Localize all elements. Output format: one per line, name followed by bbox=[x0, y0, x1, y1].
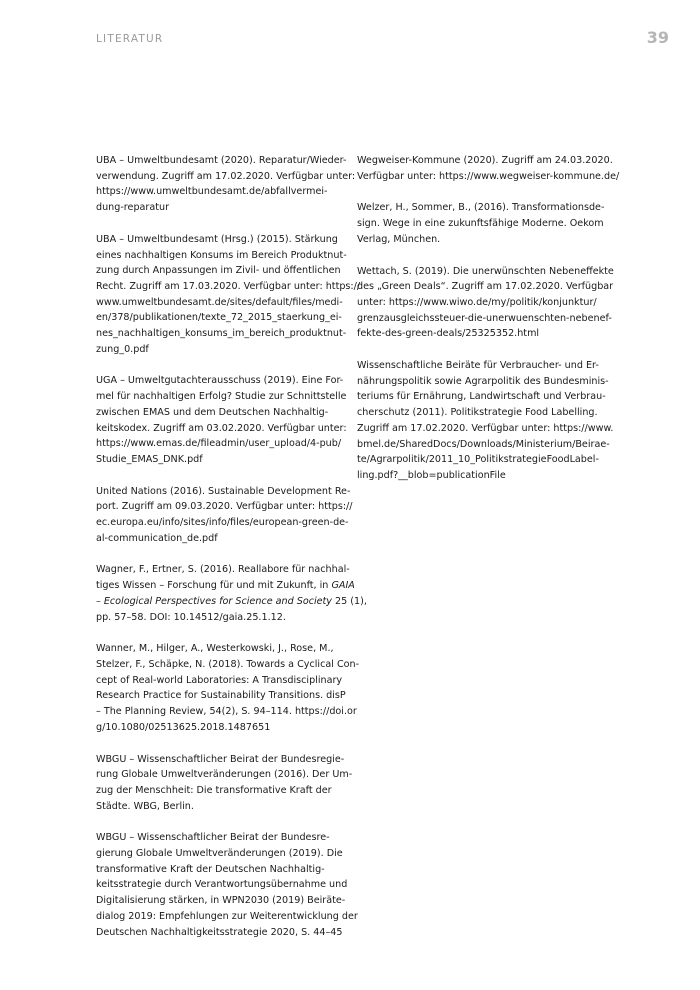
reference-line: transformative Kraft der Deutschen Nachhaltig- bbox=[96, 863, 325, 875]
reference-entry bbox=[96, 484, 353, 547]
reference-line: zug der Menschheit: Die transformative Kraft der bbox=[96, 784, 332, 796]
reference-line: ec.europa.eu/info/sites/info/files/european-green-de- bbox=[96, 517, 349, 529]
reference-line bbox=[96, 594, 367, 610]
reference-line: www.umweltbundesamt.de/sites/default/files/medi- bbox=[96, 296, 343, 308]
reference-line: Zugriff am 17.02.2020. Verfügbar unter: https://www. bbox=[357, 422, 614, 434]
reference-line: Welzer, H., Sommer, B., (2016). Transformationsde- bbox=[357, 202, 605, 214]
reference-line: teriums für Ernährung, Landwirtschaft und Verbrau- bbox=[357, 391, 606, 403]
reference-line: port. Zugriff am 09.03.2020. Verfügbar unter: https:// bbox=[96, 501, 353, 513]
reference-line: Recht. Zugriff am 17.03.2020. Verfügbar unter: https:// bbox=[96, 280, 361, 292]
reference-line: nes_nachhaltigen_konsums_im_bereich_produktnut- bbox=[96, 328, 347, 340]
reference-line: Stelzer, F., Schäpke, N. (2018). Towards a Cyclical Con- bbox=[96, 658, 360, 670]
reference-line: – The Planning Review, 54(2), S. 94–114. https://doi.or bbox=[96, 706, 357, 718]
reference-line: dialog 2019: Empfehlungen zur Weiterentwicklung der bbox=[96, 910, 358, 922]
reference-line: cept of Real-world Laboratories: A Transdisciplinary bbox=[96, 674, 343, 686]
reference-line: pp. 57–58. DOI: 10.14512/gaia.25.1.12. bbox=[96, 611, 286, 623]
reference-entry bbox=[96, 153, 356, 216]
reference-line: Wettach, S. (2019). Die unerwünschten Nebeneffekte bbox=[357, 265, 614, 277]
reference-line: https://www.umweltbundesamt.de/abfallvermei- bbox=[96, 186, 328, 198]
reference-line: keitsstrategie durch Verantwortungsübernahme und bbox=[96, 879, 348, 891]
reference-line: Wanner, M., Hilger, A., Westerkowski, J., Rose, M., bbox=[96, 643, 334, 655]
reference-line: dung-reparatur bbox=[96, 202, 170, 214]
reference-line: WBGU – Wissenschaftlicher Beirat der Bundesregie- bbox=[96, 753, 345, 765]
reference-line: zung_0.pdf bbox=[96, 343, 149, 355]
reference-entry bbox=[96, 373, 346, 467]
journal-subtitle-italic: – Ecological Perspectives for Science and Society bbox=[96, 595, 332, 607]
reference-line: en/378/publikationen/texte_72_2015_staerkung_ei- bbox=[96, 312, 342, 324]
reference-entry bbox=[96, 232, 361, 358]
reference-entry bbox=[96, 562, 367, 625]
references-column-right bbox=[357, 153, 620, 500]
reference-line: bmel.de/SharedDocs/Downloads/Ministerium/Beirae- bbox=[357, 438, 610, 450]
reference-line: UBA – Umweltbundesamt (Hrsg.) (2015). Stärkung bbox=[96, 233, 338, 245]
reference-entry bbox=[357, 358, 614, 484]
reference-line: cherschutz (2011). Politikstrategie Food Labelling. bbox=[357, 407, 598, 419]
reference-line: Studie_EMAS_DNK.pdf bbox=[96, 453, 203, 465]
reference-line: al-communication_de.pdf bbox=[96, 532, 218, 544]
reference-entry bbox=[96, 641, 360, 735]
reference-line: ling.pdf?__blob=publicationFile bbox=[357, 469, 506, 481]
running-header: LITERATUR bbox=[96, 33, 164, 45]
reference-line: UBA – Umweltbundesamt (2020). Reparatur/Wieder- bbox=[96, 155, 347, 166]
reference-line: Verlag, München. bbox=[357, 233, 441, 245]
reference-line: United Nations (2016). Sustainable Development Re- bbox=[96, 485, 351, 497]
reference-line: Wegweiser-Kommune (2020). Zugriff am 24.03.2020. bbox=[357, 155, 613, 166]
reference-line: https://www.emas.de/fileadmin/user_upload/4-pub/ bbox=[96, 438, 342, 450]
reference-line: unter: https://www.wiwo.de/my/politik/konjunktur/ bbox=[357, 296, 597, 308]
reference-line: Research Practice for Sustainability Transitions. disP bbox=[96, 690, 346, 702]
reference-line: eines nachhaltigen Konsums im Bereich Produktnut- bbox=[96, 249, 347, 261]
reference-line: sign. Wege in eine zukunftsfähige Moderne. Oekom bbox=[357, 218, 604, 230]
reference-text: tiges Wissen – Forschung für und mit Zukunft, in bbox=[96, 580, 332, 592]
reference-line: UGA – Umweltgutachterausschuss (2019). Eine For- bbox=[96, 375, 344, 387]
reference-line: Digitalisierung stärken, in WPN2030 (2019) Beiräte- bbox=[96, 895, 346, 907]
reference-line: gierung Globale Umweltveränderungen (2019). Die bbox=[96, 848, 343, 860]
reference-line: Wissenschaftliche Beiräte für Verbraucher- und Er- bbox=[357, 360, 599, 372]
reference-line: rung Globale Umweltveränderungen (2016). Der Um- bbox=[96, 769, 353, 781]
reference-line: zwischen EMAS und dem Deutschen Nachhaltig- bbox=[96, 406, 329, 418]
reference-line: te/Agrarpolitik/2011_10_PolitikstrategieFoodLabel- bbox=[357, 454, 599, 466]
reference-line: verwendung. Zugriff am 17.02.2020. Verfügbar unter: bbox=[96, 170, 356, 182]
reference-line: grenzausgleichssteuer-die-unerwuenschten-nebenef- bbox=[357, 312, 612, 324]
reference-entry bbox=[357, 264, 614, 343]
reference-line: Wagner, F., Ertner, S. (2016). Reallabore für nachhal- bbox=[96, 564, 350, 576]
reference-line: Verfügbar unter: https://www.wegweiser-kommune.de/ bbox=[357, 170, 620, 182]
reference-line: nährungspolitik sowie Agrarpolitik des Bundesminis- bbox=[357, 375, 609, 387]
reference-entry bbox=[96, 752, 353, 815]
reference-entry bbox=[357, 153, 620, 184]
reference-line bbox=[96, 578, 355, 594]
reference-line: fekte-des-green-deals/25325352.html bbox=[357, 328, 540, 340]
reference-line: des „Green Deals“. Zugriff am 17.02.2020. Verfügbar bbox=[357, 281, 614, 293]
reference-line: zung durch Anpassungen im Zivil- und öffentlichen bbox=[96, 265, 341, 277]
reference-text: 25 (1), bbox=[331, 595, 367, 607]
references-column-left bbox=[96, 153, 367, 956]
reference-line: keitskodex. Zugriff am 03.02.2020. Verfügbar unter: bbox=[96, 422, 347, 434]
reference-entry bbox=[96, 830, 358, 940]
reference-line: Städte. WBG, Berlin. bbox=[96, 800, 194, 812]
reference-entry bbox=[357, 200, 607, 247]
page-number: 39 bbox=[646, 28, 669, 47]
reference-line: mel für nachhaltigen Erfolg? Studie zur Schnittstelle bbox=[96, 391, 347, 403]
reference-line: Deutschen Nachhaltigkeitsstrategie 2020, S. 44–45 bbox=[96, 926, 343, 938]
reference-line: WBGU – Wissenschaftlicher Beirat der Bundesre- bbox=[96, 832, 330, 844]
journal-title-italic: GAIA bbox=[331, 580, 355, 592]
reference-line: g/10.1080/02513625.2018.1487651 bbox=[96, 721, 271, 733]
